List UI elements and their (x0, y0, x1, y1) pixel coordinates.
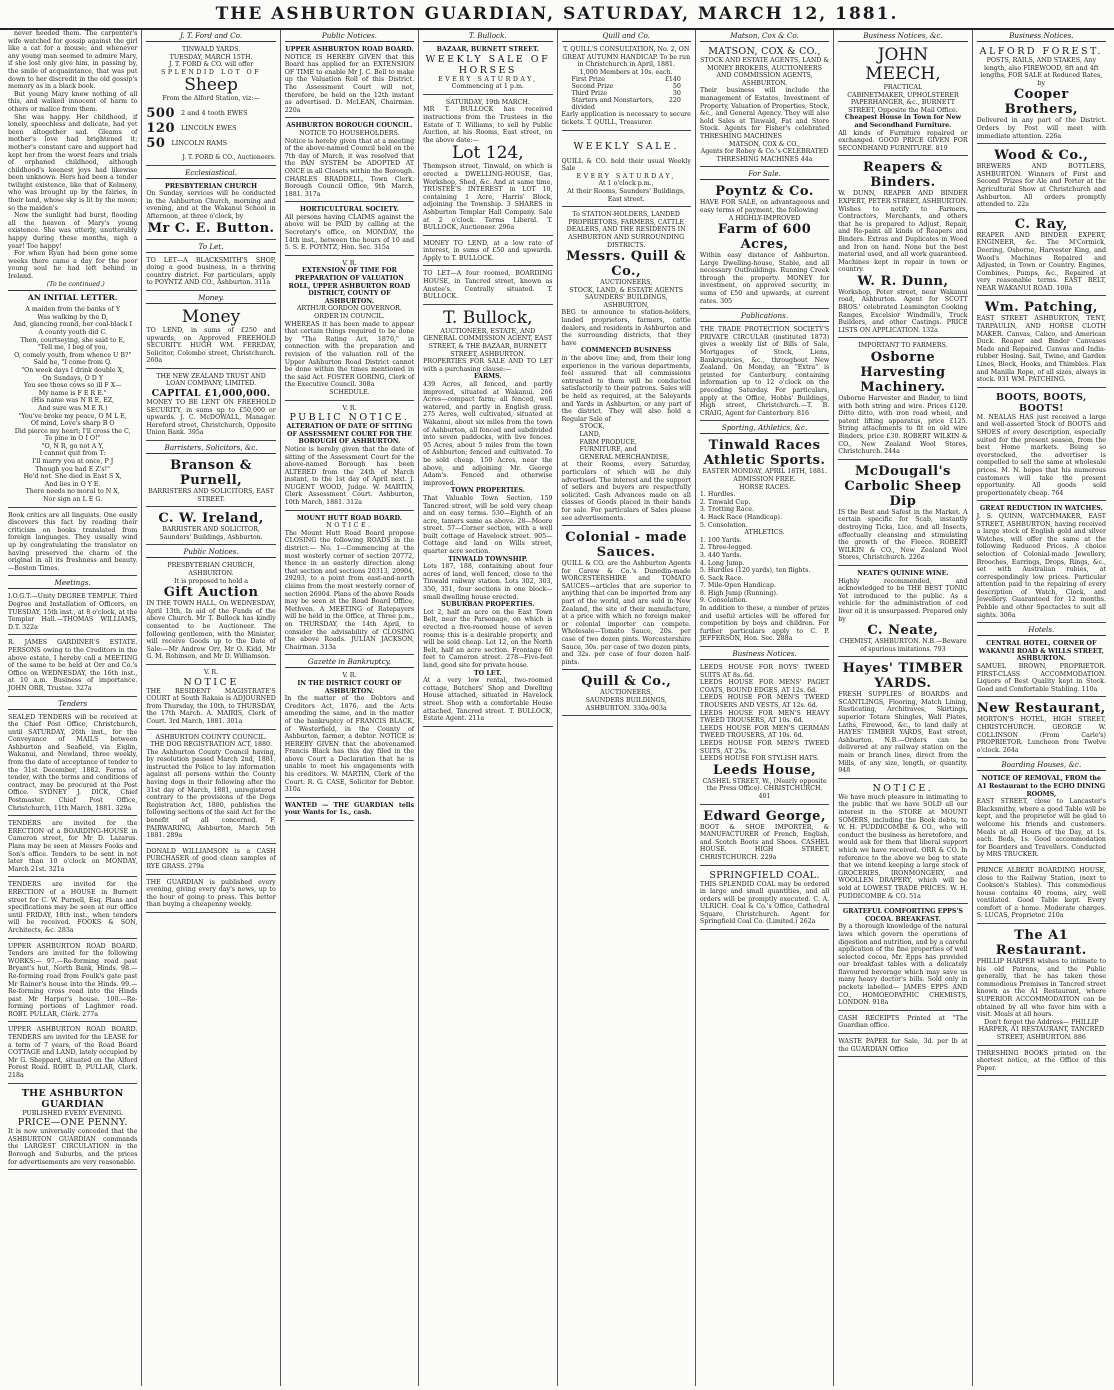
section-header-for-sale: For Sale. (700, 169, 829, 180)
prize-row: First Prize £140 (571, 76, 681, 84)
tender-notice: UPPER ASHBURTON ROAD BOARD. TENDERS are invited for the LEASE for a term of 7 years, of the Road Board COTTAGE and LAND, lately occupied by Mr G. Sheppard, situated on the Alford Forest Road. ROBT. D. PULLAR, Clerk. 218a (8, 1024, 137, 1083)
meech-ad: JOHN MEECH, PRACTICAL CABINETMAKER, UPHOLSTERER PAPERHANGER, &c., BURNETT STREET, Opposite the Mail Office. Cheapest House in Town for New and Secondhand Furniture. All kinds of Furniture repaired or exchanged. GOOD PRICE GIVEN FOR SECONDHAND FURNITURE. 819 (838, 44, 967, 156)
athletics-item: 2. Three-legged. (699, 544, 753, 552)
columns (4, 30, 1110, 1386)
leeds-item: LEEDS HOUSE FOR BOYS' TWEED SUITS AT 8s. 6d. (699, 664, 830, 679)
alford-forest-ad: ALFORD FOREST. POSTS, RAILS, AND STAKES, Any length, also FIREWOOD, 8ft and 4ft lengths, FOR SALE at Reduced Rates, by Cooper Brothers, Delivered in any part of the District. Orders by Post will meet with immediate attention. 226a (977, 44, 1106, 144)
poem-line: Of mind, Love's sharp B O (30, 420, 115, 428)
borough-notice: ASHBURTON BOROUGH COUNCIL. NOTICE TO HOUSEHOLDERS. Notice is hereby given that at a meeting of the above-named Council held on the 7th day of March, it was resolved that the PAN SYSTEM be ADOPTED AT ONCE in all Closets within the Borough. CHARLES BRADDELL, Town Clerk. Borough Council Office, 9th March, 1881. 317a (285, 120, 414, 202)
masthead (0, 0, 1114, 30)
athletics-item: 5. Hurdles (120 yards), ten flights. (699, 567, 811, 575)
leeds-item: LEEDS HOUSE FOR MENS' PAGET COATS, BOUND EDGES, AT 12s. 6d. (699, 679, 830, 694)
lot-124-ad: SATURDAY, 19th MARCH. MR T. BULLOCK has received instructions from the Trustees in the Estate of T. Williams, to sell by Public Auction, at his Rooms, East street, on the above date:— Lot 124, Thompson street, Tinwald, on which is erected a DWELLING-HOUSE, Gas, Workshop, Shed, &c. And at same time, TRUSTEE'S INTEREST in LOT 10, containing 1 Acre, Harris' Block, adjoining the Township. 3 SHARES in Ashburton Templar Hall Company. Sale at 2 o'clock. Terms Liberal. T. BULLOCK, Auctioneer. 296a (423, 97, 552, 236)
branson-ad: Branson & Purnell, BARRISTERS AND SOLICITORS, EAST STREET. (146, 456, 275, 507)
to-let-ad: TO LET—A BLACKSMITH'S SHOP, doing a good business, in a thriving country district. For particulars, apply to POYNTZ AND CO., Ashburton. 311a (146, 255, 275, 291)
horse-sale-ad: BAZAAR, BURNETT STREET. WEEKLY SALE OF HORSES EVERY SATURDAY, Commencing at 1 p.m. (423, 44, 552, 95)
section-header-meetings: Meetings. (8, 578, 137, 589)
poem-note: Book critics are all linguists. One easily discovers this fact by reading their criticism on books translated from foreign languages. They usually wind up by congratulating the translator on having preserved the charm of the original in all its freshness and beauty.—Boston Times. (8, 510, 137, 577)
race-item: 2. Tinwald Cup. (699, 498, 751, 506)
athletics-item: 6. Sack Race. (699, 574, 744, 582)
poem-line: You see those cows so ill F X— (23, 382, 122, 390)
section-header-matson: Matson, Cox & Co. (700, 31, 829, 42)
race-item: 4. Hack Race (Handicap). (699, 513, 782, 521)
column-2 (142, 30, 280, 1386)
poem-line: Then, courtseying, she said to E, (20, 336, 125, 344)
poem-line: "O, N R, go not A Y, (41, 442, 104, 450)
trade-protection-ad: THE TRADE PROTECTION SOCIETY'S PRIVATE CIRCULAR (instituted 1873) gives a weekly list of Bills of Sale, Mortgages of Stock, Liens, Bankruptcies, &c., throughout New Zealand. On Monday, an "Extra" is printed for Canterbury, containing information up to 12 o'clock on the preceding Saturday. For particulars, apply at the Office, Hobbs' Buildings, High street, Christchurch.—T. B. CRAIG, Agent for Canterbury. 816 (700, 324, 829, 421)
gift-auction-ad: PRESBYTERIAN CHURCH, ASHBURTON. It is proposed to hold a Gift Auction IN THE TOWN HALL, On WEDNESDAY, April 13th, In aid of the Funds of the above Church. Mr T. Bullock has kindly consented to be Auctioneer. The following gentlemen, with the Minister, will receive Goods up to the Date of Sale:—Mr Andrew Orr, Mr O. Kidd, Mr G. M. Robinson, and Mr D. Williamson. (146, 560, 275, 665)
edward-george-ad: Edward George, BOOT & SHOE IMPORTER, & MANUFACTURER of French, English, and Scotch Boots and Shoes. CASHEL HOUSE. HIGH STREET, CHRISTCHURCH. 229a (700, 807, 829, 866)
epps-cocoa-ad: GRATEFUL COMFORTING EPPS'S COCOA. BREAKFAST. By a thorough knowledge of the natural laws which govern the operations of digestion and nutrition, and by a careful application of the fine properties of well selected cocoa, Mr. Epps has provided our breakfast tables with a delicately flavoured beverage which may save us many heavy doctor's bills. Sold only in packets labelled— JAMES EPPS AND CO., HOMOEOPATHIC CHEMISTS, LONDON. 918a (838, 906, 967, 1011)
quill-footer-ad: Quill & Co., AUCTIONEERS, SAUNDERS BUILDINGS, ASHBURTON. 330a-903a (562, 672, 691, 716)
trust-loan-ad: THE NEW ZEALAND TRUST AND LOAN COMPANY, LIMITED. CAPITAL £1,000,000. MONEY TO BE LENT ON FREEHOLD SECURITY, in sums up to £50,000 or upwards. J. C. McDOWALL, Manager. Hereford street, Christchurch, Opposite Union Bank. 395a (146, 371, 275, 441)
removal-notice-ad: NOTICE OF REMOVAL, FROM the A1 Restaurant to the ECHO DINING ROOMS, EAST STREET, close to Lancaster's Blacksmithy, where a good Table will be kept, and the proprietor will be glad to welcome his friends and customers. Meals at all Hours of the Day, at 1s. each. Beds, 1s. Good accommodation for Boarders and Travellers. Conducted by MRS TRUCKER. (977, 773, 1106, 863)
section-header-business: Business Notices. (977, 31, 1106, 42)
story-paragraph: But young Mary knew nothing of all this, and walked innocent of harm to others or malice from them. (8, 90, 138, 113)
prize-row: Starters and Nonstarters, divided 220 (571, 97, 681, 112)
story-paragraph: never heeded them. The carpenter's wife watched for gossip against the girl like a cat for a mouse; and whenever any young man seemed to admire Mary, if she lost only give him, in passing by, the smile of acquaintance, that was put down to her discredit in the old gossip's memory as in a black book. (8, 30, 138, 91)
wanted-ad: WANTED — THE GUARDIAN tells your Wants for 1s., cash. (285, 800, 414, 821)
bullock-properties-ad: T. Bullock, AUCTIONEER, ESTATE, AND GENERAL COMMISSION AGENT, EAST STREET, & THE BAZAAR, BURNETT STREET, ASHBURTON. PROPERTIES FOR SALE AND TO LET with a purchasing clause:— FARMS. 439 Acres, all fenced, and partly improved, situated at Wakanui. 266 Acres—compact farm; all fenced, well watered, and partly in English grass. 275 Acres, well cultivated, situated at Wakanui, about six miles from the town of Ashburton, all fenced and subdivided into seven paddocks, with live fences. 95 Acres, about 5 miles from the town of Ashburton; fenced and cultivated. To be sold cheap. 150 Acres, near the above, and adjoining Mr. George Adam's. Fenced and otherwise improved. TOWN PROPERTIES. That Valuable Town Section. 159 Tancred street, will be sold very cheap and on easy terms. 530—Eighth of an acre, tamers same as above. 28—Moore street. 57—Corner section, with a well built cottage of Havelock street. 905—Cottage and land on Wills street, quarter acre section. TINWALD TOWNSHIP. Lots 187, 188, containing about four acres of land, well fenced, close to the Tinwald railway station. Lots 302, 303, 350, 351, four sections in one block—small dwelling house erected. SUBURBAN PROPERTIES. Lot 2, half an acre on the East Town Belt, near the Parsonage, on which is erected a five-roomed house of seven rooms; this is a desirable property, and will be sold cheap. Lot 12, on the North Belt, half an acre section. Frontage 60 feet to Cameron street. 278—Five-feet land, good site for private house. TO LET. At a very low rental, two-roomed cottage, Butchers' Shop and Dwelling House attached, situated in Havelock street. Shop with a comfortable House attached, Tancred street. T. BULLOCK, Estate Agent. 211a (423, 307, 552, 727)
section-header-ford: J. T. Ford and Co. (146, 31, 275, 42)
poem-line: I cannot quit from T: (39, 450, 106, 458)
section-header-hotels: Hotels. (977, 625, 1106, 636)
story-paragraph: For when Ryan had been gone some weeks there came a day for the poor young soul he had left behind in Ireland. (8, 250, 138, 280)
quill-business-ad: To STATION-HOLDERS, LANDED PROPRIETORS, FARMERS, CATTLE DEALERS, AND THE RESIDENTS IN ASHBURTON AND SURROUNDING DISTRICTS. Messrs. Quill & Co., AUCTIONEERS, STOCK, LAND, & ESTATE AGENTS SAUNDERS' BUILDINGS, ASHBURTON, BEG to announce to station-holders, landed proprietors, farmers, cattle dealers, and residents in Ashburton and the surrounding districts, that they have COMMENCED BUSINESS in the above line; and, from their long experience in the various departments, feel assured that all commissions entrusted to them will be conducted satisfactorily to their patrons. Sales will be held as required, at the Saleyards and Yards in Ashburton, or any part of the district. They will also hold a Regular Sale of STOCK, LAND, FARM PRODUCE, FURNITURE, and GENERAL MERCHANDISE, at their Rooms, every Saturday, particulars of which will be duly advertised. The interest and the support of sellers and buyers are respectfully solicited. Cash Advances made on all classes of Goods placed in their hands for sale. For particulars of Sales please see advertisements. (562, 209, 691, 526)
poem-line: A county youth did C. (38, 328, 108, 336)
section-header-business: Business Notices. (700, 649, 829, 660)
sauces-ad: Colonial - made Sauces. QUILL & CO. are the Ashburton Agents for Carew & Co.'s Dunedin-made WORCESTERSHIRE and TOMATO SAUCES—articles that are superior to anything that can be imported from any part of the world, and are sold in New Zealand, the site of their manufacture, at a price with which no foreign maker or colonial importer can compete. Wholesale—Tomato Sauce, 20s. per case of two dozen pints. Worcestershire Sauce, 30s. per case of two dozen pints, and 32s. per case of four dozen half-pints. (562, 528, 691, 670)
column-4 (419, 30, 557, 1386)
tinwald-races-ad: Tinwald Races Athletic Sports. EASTER MONDAY, APRIL 18TH, 1881. ADMISSION FREE. HORSE RACES. 1. Hurdles. 2. Tinwald Cup. 3. Trotting Race. 4. Hack Race (Handicap). 5. Consolation. ATHLETICS. 1. 100 Yards. 2. Three-legged. 3. 440 Yards. 4. Long Jump. 5. Hurdles (120 yards), ten flights. 6. Sack Race. 7. Mile-Open Handicap. 8. High Jump (Running). 9. Consolation. In addition to these, a number of prizes and useful articles will be offered for competition by boys and children. For further particulars apply to C. P. JEFFERSON, Hon. Sec. 288a (700, 436, 829, 647)
farm-sale-ad: Poyntz & Co. HAVE FOR SALE, on advantageous and easy terms of payment, the following A HIGHLY-IMPROVED Farm of 600 Acres, Within easy distance of Ashburton. Large Dwelling-house, Stable, and all necessary Outbuildings. Running Creek through the property. MONEY for investment, on approved security, in sums of £50 and upwards, at current rates. 305 (700, 182, 829, 309)
section-header-barristers: Barristers, Solicitors, &c. (146, 443, 275, 454)
masthead-title: THE ASHBURTON GUARDIAN, SATURDAY, MARCH 12, 1881. (215, 4, 899, 24)
horticultural-notice: HORTICULTURAL SOCIETY. All persons having CLAIMS against the above will be PAID by calling at the Secretary's office, on MONDAY, the 14th inst., between the hours of 10 and 5. S. E. POYNTZ, Hon. Sec. 315a (285, 204, 414, 256)
threshing-books-ad: THRESHING BOOKS printed on the shortest notice, at the Office of this Paper. (977, 1048, 1106, 1077)
store-notice-ad: NOTICE. We have much pleasure in intimating to the public that we have SOLD all our interest in the STORE at MOUNT SOMERS, including the Book debts, to W. H. PUDDICOMBE & CO., who will conduct the business as heretofore, and would ask for them that liberal support which we have received. ORR & CO. In reference to the above we beg to state that we intend keeping a large stock of GROCERIES, IRONMONGERY, and WOOLLEN DRAPERY, which will be sold at LOWEST TRADE PRICES. W. H. PUDDICOMBE & CO. 51a (838, 781, 967, 904)
poem-line: And lies in O Y E. (44, 480, 101, 488)
section-header-public-notices: Public Notices. (146, 547, 275, 558)
race-item: 5. Consolation. (699, 521, 748, 529)
matson-ad: MATSON, COX & CO., STOCK AND ESTATE AGENTS, LAND & MONEY BROKERS, AUCTIONEERS AND COMMISSION AGENTS, ASHBURTON. Their business will include the management of Estates, Investment of Property, Valuation of Properties, Stock, &c., and General Agency. They will also hold Sales at Tinwald, Fat and Store Stock. Agents for Fisher's celebrated THRESHING MACHINES MATSON, COX & CO., Agents for Robey & Co.'s CELEBRATED THRESHING MACHINES 44a (700, 44, 829, 167)
poem-line: "Tell me, I beg of you, (37, 344, 108, 352)
dog-registration-notice: ASHBURTON COUNTY COUNCIL. THE DOG REGISTRATION ACT, 1880. The Ashburton County Council having, by resolution passed March 2nd, 1881, instructed the Police to lay information against all persons within the County having dogs in their following after the 31st day of March, 1881, unregistered contrary to the provisions of the Dogs Registration Act, 1880, publishes the following sections of the said Act for the benefit of all concerned. F. PAIRWARING, Ashburton, March 5th 1881. 289a (146, 732, 275, 844)
meeting-notice: R. JAMES GARDINER'S ESTATE. PERSONS owing to the Creditors in the above estate, I hereby call a MEETING of the same to be held at Orr and Co.'s Office on WEDNESDAY, the 16th inst., at 10 a.m. Business of importance. JOHN ORR, Trustee. 327a (8, 637, 137, 696)
rye-grass-ad: DONALD WILLIAMSON is a CASH PURCHASER of good clean samples of RYE GRASS. 279a (146, 846, 275, 875)
section-header-boarding: Boarding Houses, &c. (977, 760, 1106, 771)
athletics-item: 7. Mile-Open Handicap. (699, 582, 776, 590)
section-header-business: Business Notices, &c. (838, 31, 967, 42)
poem-line: To pine in O I O!" (44, 435, 101, 443)
new-restaurant-ad: New Restaurant, MORTON'S HOTEL, HIGH STREET, CHRISTCHURCH. GEORGE W. COLLINSON (From Carle's) PROPRIETOR. Luncheon from Twelve o'clock. 264a (977, 699, 1106, 758)
patching-ad: Wm. Patching, EAST STREET ASHBURTON, TENT, TARPAULIN, AND HORSE CLOTH MAKER. Canvas, Calico, and American Duck. Reaper and Binder Canvases Made and Repaired. Canvas and India-rubber Hosing. Sail, Twine, and Garden Lines, Block, Hooks, and Thimbles. Flax and Manilla Rope, of all sizes, always in stock. 931 WM. PATCHING. (977, 298, 1106, 387)
sheep-sale-ad: TINWALD YARDS. TUESDAY, MARCH 15TH. J. T. FORD & CO. will offer SPLENDID LOT OF Sheep From the Alford Station, viz:— 500 2 and 4 tooth EWES 120 LINCOLN EWES 50 LINCOLN RAMS J. T. FORD & CO., Auctioneers. (146, 44, 275, 166)
section-header-to-let: To Let. (146, 242, 275, 253)
leeds-item: LEEDS HOUSE FOR MEN'S TWEED TROUSERS AND VESTS, AT 12s. 6d. (699, 694, 830, 709)
section-header-public-notices: Public Notices. (285, 31, 414, 42)
poem-title: AN INITIAL LETTER. (8, 290, 137, 302)
column-1 (4, 30, 142, 1386)
prize-row: Third Prize 30 (571, 90, 681, 98)
reapers-ad: Reapers & Binders. W. DUNN, REAPER AND BINDER EXPERT, PETER STREET, ASHBURTON. Wishes to notify to Farmers, Contractors, Merchants, and others that he is prepared to Adjust, Repair, and Re-paint all kinds of Reapers and Binders. Extras and Duplicates in Wood and Iron on hand. None but the best material used, and all work guaranteed. Machines kept in repair in town or country. W. R. Dunn, Workshop, Peter street, near Wakanui road, Ashburton. Agent for SCOTT BROS.' celebrated Leamington Cooking Ranges, Excelsior Windmill's, Truck Builders, and other Castings. PRICE LISTS ON APPLICATION. 132a (838, 158, 967, 338)
section-header-money: Money. (146, 293, 275, 304)
poem-line: He'd not. She died in East S X, (23, 473, 122, 481)
prize-row: Second Prize 50 (571, 83, 681, 91)
section-header-quill: Quill and Co. (562, 31, 691, 42)
initial-letter-poem (8, 304, 137, 507)
leeds-item: LEEDS HOUSE FOR MEN'S HEAVY TWEED TROUSERS, AT 10s. 6d. (699, 709, 830, 725)
court-notice: V. R. NOTICE THE RESIDENT MAGISTRATE'S COURT at South Rakaia is ADJOURNED from Thursday, the 10th, to THURSDAY, the 17th March. A. MAIRIS, Clerk of Court. 3rd March, 1881. 301a (146, 667, 275, 730)
waste-paper-ad: WASTE PAPER for Sale, 3d. per lb at the GUARDIAN Office (838, 1036, 967, 1057)
race-item: 3. Trotting Race. (699, 506, 754, 514)
poem-line: (His name was N R E, EZ, (31, 397, 115, 405)
guardian-publish-ad: THE GUARDIAN is published every evening, giving every day's news, up to the hour of going to press. This better than buying a cheapenny weekly. (146, 877, 275, 913)
guardian-notice: THE ASHBURTON GUARDIAN PUBLISHED EVERY EVENING. PRICE—ONE PENNY. It is now universally conceded that the ASHBURTON GUARDIAN commands the LARGEST CIRCULATION in the Borough and Suburbs, and the prices for advertisements are very reasonable. (8, 1086, 137, 1171)
section-header-ecclesiastical: Ecclesiastical. (146, 168, 275, 179)
money-lend-ad: MONEY TO LEND, at a low rate of interest, in sums of £50 and upwards. Apply to T. BULLOCK. (423, 238, 552, 267)
poem-line: "On week days I drink double X, (21, 366, 125, 374)
boots-ad: BOOTS, BOOTS, BOOTS! M. NEALAS HAS just received a large and well-assorted Stock of BOOTS and SHOES of every description, especially suited for the present season, from the best Home markets. Being so overstocked, the advertiser is compelled to sell the same at wholesale prices. M. N. hopes that his numerous customers will take the present opportunity. All goods sold proportionately cheap. 764 (977, 390, 1106, 502)
section-header-tenders: Tenders (8, 699, 137, 710)
tender-notice: UPPER ASHBURTON ROAD BOARD. Tenders are invited for the following WORKS:— 97.—Re-forming road past Bryant's hut, North Bank, Hinds. 98.—Re-forming road from Foulk's gate past Mr Rainer's house into the Hinds. 99.—Re-forming cross road into the Hinds past Mr Harper's house. 100.—Re-forming portions of Laghmor road. ROBT. PULLAR, Clerk. 277a (8, 941, 137, 1023)
order-in-council: V. R. EXTENSION OF TIME FOR PREPARATION OF VALUATION ROLL, UPPER ASHBURTON ROAD DISTRICT, COUNTY OF ASHBURTON. ARTHUR GORDON GOVERNOR. ORDER IN COUNCIL. WHEREAS it has been made to appear that certain things required to be done by "The Rating Act, 1876," in connection with the preparation and revision of the valuation roll of the Upper Ashburton Road District cannot be done within the times mentioned in the said Act. FOSTER GORING, Clerk of the Executive Council. 308a SCHEDULE. (285, 258, 414, 401)
poem-line: There needs no moral to N X, (25, 488, 120, 496)
springfield-coal-ad: SPRINGFIELD COAL. THIS SPLENDID COAL may be ordered in large and small quantities, and all orders will be promptly executed. C. A. ULRICH. Coal & Co.'s Office, Cathedral Square, Christchurch. Agent for Springfield Coal Co. (Limited.) 262a (700, 868, 829, 931)
meeting-notice: I.O.G.T.—Unity DEGREE TEMPLE. Third Degree and Installation of Officers, on TUESDAY, 15th inst., at 8 o'clock, at the Templar Hall.—THOMAS WILLIAMS, D.T. 322a (8, 591, 137, 635)
c-ray-ad: C. Ray, REAPER AND BINDER EXPERT, ENGINEER, &c. The M'Cormick, Deering, Osborne, Harvester King, and Wood's Machines Repaired and Adjusted, in Town or Country. Engines, Combines, Pumps, &c., Repaired at very reasonable terms. EAST BELT, NEAR WAKANUI ROAD. 100a (977, 215, 1106, 297)
brewers-ad: Wood & Co., BREWERS AND BOTTLERS, ASHBURTON. Winners of First and Second Prizes for Ale and Porter at the Agricultural Show at Christchurch and Ashburton. All orders promptly attended to. 22a (977, 146, 1106, 213)
prince-albert-ad: PRINCE ALBERT BOARDING HOUSE, close to the Railway Station, (next to Cookson's Stables). This commodious house contains 40 rooms, airy, well ventilated. Good Table kept. Every comfort of a home. Moderate charges. S. LUCAS, Proprietor. 210a (977, 865, 1106, 924)
athletics-item: 4. Long Jump. (699, 559, 745, 567)
leeds-item: LEEDS HOUSE FOR MEN'S GERMAN TWEED TROUSERS, AT 10s. 6d. (699, 724, 830, 740)
poem-line: On Sundays, O D Y (42, 374, 103, 382)
poem-line: My name is F E R E." (38, 389, 107, 397)
section-header-publications: Publications. (700, 311, 829, 322)
poem-line: Though you had E Z's!" (35, 465, 111, 473)
central-hotel-ad: CENTRAL HOTEL, CORNER OF WAKANUI ROAD & WILLS STREET, ASHBURTON. SAMUEL BROWN, PROPRIETOR. FIRST-CLASS ACCOMMODATION. Liquors of Best Quality kept in Stock. Good and Comfortable Stabling. 110a (977, 638, 1106, 697)
section-header-bankruptcy: Gazette in Bankruptcy. (285, 657, 414, 668)
section-header-sporting: Sporting, Athletics, &c. (700, 423, 829, 434)
osborne-ad: IMPORTANT TO FARMERS. Osborne Harvesting Machinery. Osborne Harvester and Binder, to bind with both string and wire. Prices £120. Ditto ditto, with iron road wheel, and patent lifting apparatus, price £125. String attachments to fit on old wire Binders, price £30. ROBERT WILKIN & CO., New Zealand Wool Stores, Christchurch. 244a (838, 340, 967, 459)
boarding-to-let-ad: TO LET—A four roomed, BOARDING HOUSE, in Tancred street, known as Anstee's. Centrally situated. T. BULLOCK. (423, 268, 552, 304)
poem-line: Was walking by the D, (37, 313, 109, 321)
story-continued: (To be continued.) (46, 280, 105, 288)
race-list (700, 491, 829, 529)
tender-notice: TENDERS are invited for the ERECTION of a BOARDING-HOUSE in Cameron street, for Mr D. Lazarus. Plans may be seen at Messrs Fooks and Son's office. Tenders to be sent in not later than 10 o'clock on MONDAY, March 21st. 321a (8, 818, 137, 877)
story-paragraph: Now the sunlight had burst, flooding all the heaven of Mary's young existence. She was utterly, unutterably happy during these months, nigh a year! Too happy! (8, 212, 138, 250)
bankruptcy-notice: V. R. IN THE DISTRICT COURT OF ASHBURTON. In the matter of the Debtors and Creditors Act, 1876, and the Acts amending the same, and in the matter of the bankruptcy of FRANCIS BLACK, of Westerfield, in the County of Ashburton, farmer, a debtor. NOTICE is HEREBY GIVEN that the abovenamed Francis Black has this day filed in the above Court a Declaration that he is unable to meet his engagements with his creditors. W. MARTIN, Clerk of the Court. R. G. CASE, Solicitor for Debtor. 310a (285, 670, 414, 798)
ireland-ad: C. W. Ireland, BARRISTER AND SOLICITOR, Saunders' Buildings, Ashburton. (146, 509, 275, 545)
consultation-ad: T. QUILL'S CONSULTATION, No. 2, ON GREAT AUTUMN HANDICAP. To be run in Christchurch in April, 1881. 1,000 Members at 10s. each. First Prize £140 Second Prize 50 Third Prize 30 Starters and Nonstarters, divided 220 Early application is necessary to secure tickets. T. QUILL, Treasurer. (562, 44, 691, 131)
poem-line: And, glancing round, her coal-black I (13, 321, 133, 329)
leeds-item: LEEDS HOUSE FOR MEN'S TWEED SUITS, AT 25s. (699, 739, 830, 755)
poem-line: I'll marry you at once, P J (32, 458, 114, 466)
poem-line: A maiden from the banks of Y (25, 306, 121, 314)
column-5 (558, 30, 696, 1386)
column-8 (973, 30, 1110, 1386)
leeds-list (700, 664, 829, 763)
serial-story (8, 30, 137, 288)
tender-notice: SEALED TENDERS will be received at the Chief Post Office, Christchurch, until SATURDAY, 26th inst., for the Conveyance of MAILS between Ashburton and Seafield, via Eiglin, Wakanui, and Newland, three weekly, from the date of acceptance of tender to the 31st December, 1882. Forms of tender, with the terms and conditions of contract, may be procured at the Post Office. SYDNEY J. DICK, Chief Postmaster. Chief Post Office, Christchurch, 11th March, 1881. 329a (8, 712, 137, 817)
column-6 (696, 30, 834, 1386)
athletics-item: 3. 440 Yards. (699, 551, 742, 559)
athletics-item: 1. 100 Yards. (699, 536, 742, 544)
athletics-list (700, 537, 829, 605)
cash-receipts-ad: CASH RECEIPTS Printed at "The Guardian office. (838, 1013, 967, 1034)
watches-ad: GREAT REDUCTION IN WATCHES. J. S. QUINN, WATCHMAKER, EAST STREET, ASHBURTON, having received a large stock of English gold and silver Watches, will offer the same at the following Reduced Prices. A choice selection of Colonial-made Jewellery, Brooches, Earrings, Drops, Rings, &c., set with Australian rubies, at correspondingly low prices. Particular attention paid to the repairing of every description of Watch, Clock, and Jewellery. Guaranteed for 12 months. Pebble and other Spectacles to suit all sights. 306a (977, 503, 1106, 623)
column-3 (281, 30, 419, 1386)
section-header-bullock: T. Bullock. (423, 31, 552, 42)
a1-restaurant-ad: The A1 Restaurant. PHILLIP HARPER wishes to intimate to his old Patrons, and the Public generally, that he has taken those commodious Premises in Tancred street known as the A1 Restaurant, where SUPERIOR ACCOMMODATION can be obtained by all who favor him with a visit. Meals at all hours. Don't forget the Address— PHILLIP HARPER, A1 RESTAURANT, TANCRED STREET, ASHBURTON. 886 (977, 926, 1106, 1046)
poem-line: Said he, "I come from Q. (33, 359, 112, 367)
story-paragraph: She was happy. Her childhood, if lonely, speechless and delicate, had yet been altogether sad. Gleams of mother's love had brightened it; mother's constant care and support had kept her from the worst fears and trials of orphaned childhood, although childhood's keenest joys had likewise been unknown. Hers had been a tender twilight existence, like that of Kelmeny, who was brought up by the fairies, in their land, whose sky is lit by the moon; so the maiden's (8, 113, 138, 212)
church-ad: PRESBYTERIAN CHURCH On Sunday, services will be conducted in the Ashburton Church, morning and evening, and at the Wakanui School in Afternoon, at three o'clock, by Mr C. E. Button. (146, 181, 275, 240)
quinine-wine-ad: NEATE'S QUININE WINE. Highly recommended, and acknowledged to be THE BEST TONIC Yet introduced to the public. As a vehicle for the administration of cod liver oil it is unsurpassed. Prepared only by C. Neate, CHEMIST, ASHBURTON. N.B.—Beware of spurious imitations. 793 (838, 568, 967, 657)
tender-notice: TENDERS are invited for the ERECTION of a HOUSE in Burnett street for C. W. Purnell, Esq. Plans and specifications may be seen at our office until FRIDAY, 18th inst., when tenders will be received. FOOKS & SON, Architects, &c. 283a (8, 879, 137, 938)
sheep-dip-ad: McDougall's Carbolic Sheep Dip IS the Best and Safest in the Market. A certain specific for Scab, instantly destroying Ticks, Lice, and all Insects, effectually cleansing and stimulating the growth of the Fleece. ROBERT WILKIN & CO., New Zealand Wool Stores, Christchurch. 226a (838, 462, 967, 566)
poem-line: Nor sign an L E G. (43, 496, 103, 504)
road-board-notice: UPPER ASHBURTON ROAD BOARD. NOTICE IS HEREBY GIVEN that this Board has applied for an EXTENSION OF TIME to enable Mr J. C. Bell to make up the Valuation Roll of this District. The Assessment Court will not, therefore, be held on the 12th instant as advertised. D. McLEAN, Chairman. 220a (285, 44, 414, 118)
poem-line: Did pierce my heart; I'll cross the C, (14, 427, 131, 435)
assessment-court-notice: V. R. PUBLIC NOTICE. ALTERATION OF DATE OF SITTING OF ASSESSMENT COURT FOR THE BOROUGH OF ASHBURTON. Notice is hereby given that the date of sitting of the Assessment Court for the above-named Borough has been ALTERED from the 24th of March instant, to the 1st day of April next. J. NUGENT WOOD, Judge. W. MARTIN, Clerk Assessment Court. Ashburton, 10th March, 1881. 312a (285, 403, 414, 511)
timber-yards-ad: Hayes' TIMBER YARDS. FRESH SUPPLIES of BOARDS and SCANTLINGS, Flooring, Match Lining, Rusticating, Architraves, Skirtings, superior Totara Shingles, Wall Plates, Laths, Firewood, &c., to land daily at HAYES' TIMBER YARDS, East street, Ashburton. N.B.—Orders can be delivered at any railway station on the main or branch lines, direct from the Mills, of any size, length, or quantity. 948 (838, 659, 967, 779)
poem-line: "You've broke my peace, O M L E, (18, 412, 127, 420)
race-item: 1. Hurdles. (699, 491, 736, 499)
athletics-item: 9. Consolation. (699, 597, 748, 605)
poem-line: And sure was M E R.) (38, 404, 108, 412)
leeds-house-ad: LEEDS HOUSE FOR BOYS' TWEED SUITS AT 8s. 6d. LEEDS HOUSE FOR MENS' PAGET COATS, BOUND EDGES, AT 12s. 6d. LEEDS HOUSE FOR MEN'S TWEED TROUSERS AND VESTS, AT 12s. 6d. LEEDS HOUSE FOR MEN'S HEAVY TWEED TROUSERS, AT 10s. 6d. LEEDS HOUSE FOR MEN'S GERMAN TWEED TROUSERS, AT 10s. 6d. LEEDS HOUSE FOR MEN'S TWEED SUITS, AT 25s. LEEDS HOUSE FOR STYLISH HATS. Leeds House, CASHEL STREET, W., (Nearly opposite the Press Office). CHRISTCHURCH. 401 (700, 662, 829, 805)
money-ad: Money TO LEND, in sums of £250 and upwards, on Approved FREEHOLD SECURITY. HUGH WM. FEREDAY, Solicitor, Colombo street, Christchurch. 260a (146, 306, 275, 369)
leeds-item: LEEDS HOUSE FOR STYLISH HATS. (699, 755, 819, 763)
mount-hutt-notice: MOUNT HUTT ROAD BOARD. NOTICE. The Mount Hutt Road Board propose CLOSING the following ROADS in the district:— No. 1—Commencing at the most westerly corner of section 20772, thence in an easterly direction along that section and sections 20313, 20904, 29293, to a point from east-and-north claims from the most westerly corner of section 26904. Plans of the above Roads may be seen at the Road Board Office, Methven. A MEETING of Ratepayers will be held in the Office, at Three p.m., on THURSDAY, the 14th April, to consider the advisability of CLOSING the above Roads. JULIAN JACKSON, Chairman. 313a (285, 513, 414, 656)
column-7 (834, 30, 972, 1386)
poem-line: O, comely youth, from whence U B?" (14, 351, 132, 359)
athletics-item: 8. High Jump (Running). (699, 589, 778, 597)
weekly-sale-ad: WEEKLY SALE. QUILL & CO. hold their usual Weekly Sale EVERY SATURDAY, At 1 o'clock p.m., At their Rooms, Saunders' Buildings, East street. (562, 133, 691, 208)
